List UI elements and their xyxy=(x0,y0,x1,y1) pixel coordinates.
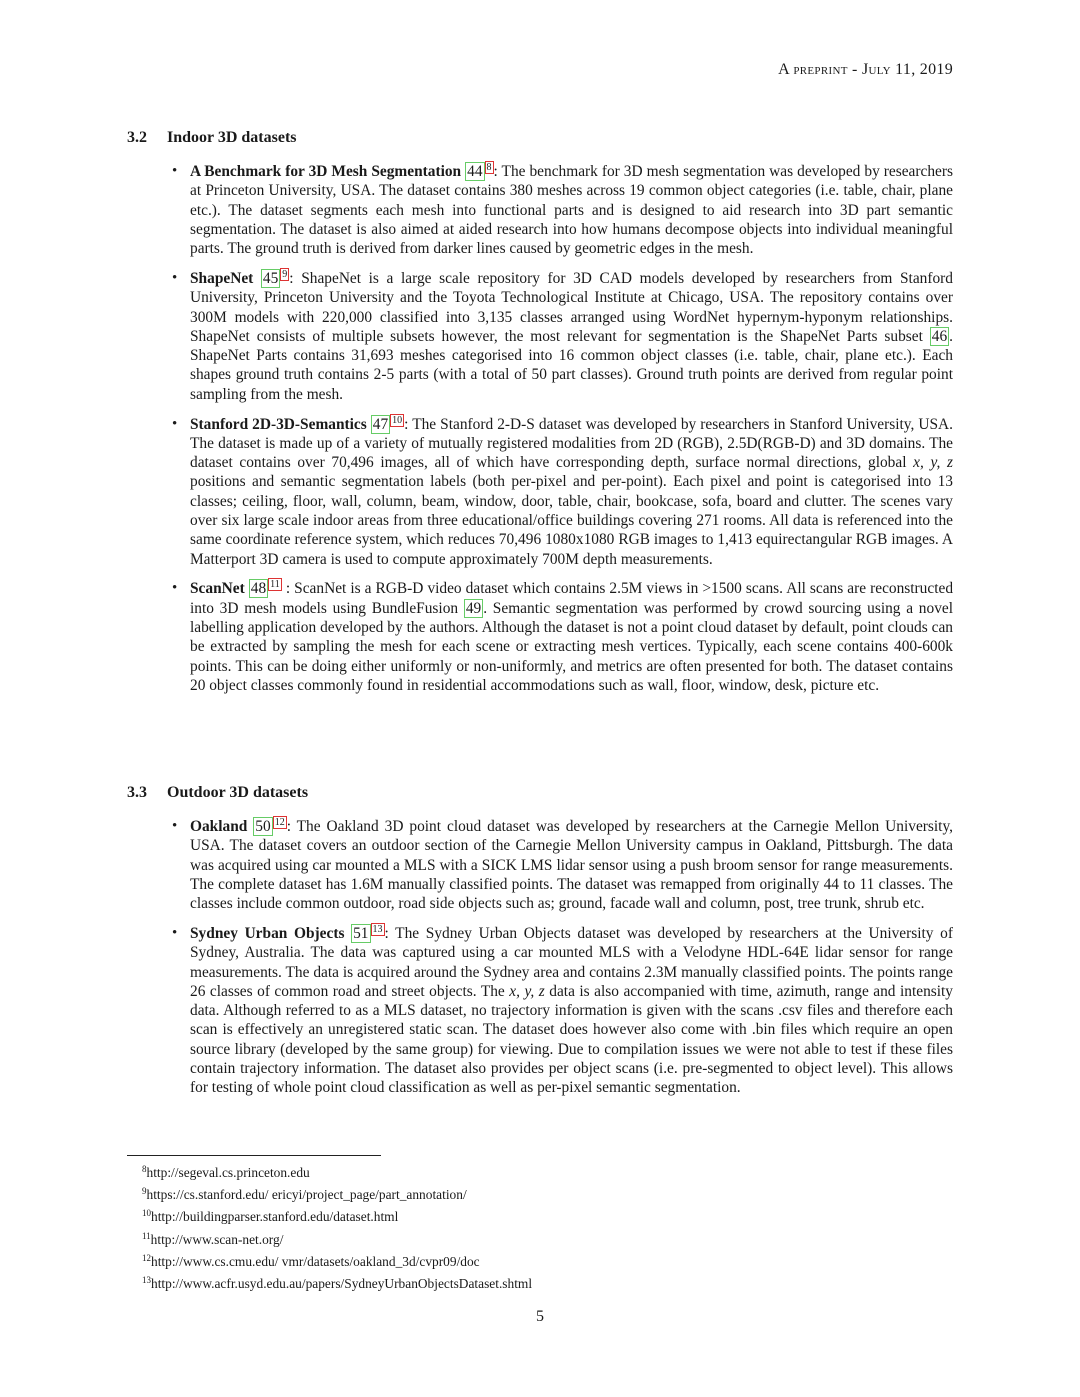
footnote-link[interactable]: 10 xyxy=(392,414,403,426)
citation-link[interactable]: 48 xyxy=(250,580,267,598)
running-header-preprint: preprint xyxy=(793,61,848,78)
citation-link[interactable]: 49 xyxy=(465,599,482,617)
citation-link[interactable]: 44 xyxy=(467,163,483,180)
section-number: 3.3 xyxy=(127,784,147,801)
bullet-icon: • xyxy=(172,163,178,179)
footnote-url[interactable]: http://www.acfr.usyd.edu.au/papers/SydneyUrbanObjectsDataset.shtml xyxy=(151,1276,533,1292)
footnote-url[interactable]: http://buildingparser.stanford.edu/dataset.html xyxy=(151,1209,399,1225)
list-item-stanford-2d3ds: • Stanford 2D-3D-Semantics 47 $^{10}$ : The Stanford 2-D-S dataset was developed by researchers in Stanford University, USA. The dataset is made up of a variety of mutually registered modalities from 2D (RGB), 2.5D(RGB-D) and 3D domains. The dataset contains over 70,496 images, all of which have corresponding depth, surface normal directions, global x, y, z positions and semantic segmentation labels (both per-pixel and per-point). Each pixel and point is categorised into 13 classes; ceiling, floor, wall, column, beam, window, door, table, chair, bookcase, sofa, board and clutter. The scenes vary over six large scale indoor areas from three educational/office buildings covering 271 rooms. All data is referenced into the same coordinate reference system, which reduces 70,496 1080x1080 RGB images to 1,413 equirectangular RGB images. A Matterport 3D camera is used to compute approximately 700M depth measurements. xyxy=(172,414,953,568)
footnote-8: $^8$http://segeval.cs.princeton.edu xyxy=(142,1164,310,1180)
footnote-url[interactable]: https://cs.stanford.edu/ ericyi/project_page/part_annotation/ xyxy=(146,1187,467,1203)
running-header-date: July 11, 2019 xyxy=(861,61,953,78)
footnote-link[interactable]: 8 xyxy=(486,162,492,173)
running-header-a: A xyxy=(778,61,790,78)
page-number: 5 xyxy=(536,1308,544,1325)
item-title: Sydney Urban Objects xyxy=(190,924,345,942)
bullet-icon: • xyxy=(172,924,178,941)
citation-link[interactable]: 45 xyxy=(262,269,279,287)
item-body: ScanNet is a RGB-D video dataset which contains 2.5M views in >1500 scans. All scans are reconstructed into 3D mesh models using BundleFusion xyxy=(190,580,954,617)
list-item-shapenet: • ShapeNet 45 $^9$ : ShapeNet is a large scale repository for 3D CAD models developed by researchers from Stanford University, Princeton University and the Toyota Technological Institute at Chicago, USA. The repository contains over 300M models with 220,000 classified into 3,135 classes arranged using WordNet hypernym-hyponym relationships. ShapeNet consists of multiple subsets however, the most relevant for segmentation is the ShapeNet Parts subset 46 . ShapeNet Parts contains 31,693 meshes categorised into 16 common object classes (i.e. table, chair, plane etc.). Each shapes ground truth contains 2-5 parts (with a total of 50 part classes). Ground truth points are derived from regular point sampling from the mesh. xyxy=(172,268,953,403)
indoor-dataset-list xyxy=(168,162,953,706)
footnote-url[interactable]: http://segeval.cs.princeton.edu xyxy=(146,1165,310,1180)
list-item-scannet: • ScanNet 48 $^{11}$ : ScanNet is a RGB-D video dataset which contains 2.5M views in >1500 scans. All scans are reconstructed into 3D mesh models using BundleFusion 49 . Semantic segmentation was performed by crowd sourcing using a novel labelling application developed by the authors. Although the dataset is not a point cloud dataset by default, point clouds can be extracted by sampling the mesh for each scene or extracting mesh vertices. Typically, each scene contains 400-600k points. This can be doing either uniformly or non-uniformly, and metrics are often presented for both. The dataset contains 20 object classes commonly found in residential accommodations such as wall, floor, window, desk, picture etc. xyxy=(172,579,954,694)
footnote-13: $^{13}$http://www.acfr.usyd.edu.au/papers/SydneyUrbanObjectsDataset.shtml xyxy=(142,1275,533,1292)
footnote-url[interactable]: http://www.cs.cmu.edu/ vmr/datasets/oakland_3d/cvpr09/doc xyxy=(151,1253,480,1269)
item-body: . Semantic segmentation was performed by crowd sourcing using a novel labelling application developed by the authors. Although the dataset is not a point cloud dataset by default, point clouds can be extracted by sampling the mesh for each scene or extracting mesh vertices. Typically, each scene contains 400-600k points. This can be doing either uniformly or non-uniformly, and metrics are often presented for both. The dataset contains 20 object classes commonly found in residential accommodations such as wall, floor, window, desk, picture etc. xyxy=(190,599,953,694)
footnote-link[interactable]: 9 xyxy=(282,268,288,280)
item-body: . ShapeNet Parts contains 31,693 meshes categorised into 16 common object classes (i.e. table, chair, plane etc.). Each shapes ground truth contains 2-5 parts (with a total of 50 part classes). Ground truth points are derived from regular point sampling from the mesh. xyxy=(190,327,953,403)
footnote-12: $^{12}$http://www.cs.cmu.edu/ vmr/datasets/oakland_3d/cvpr09/doc xyxy=(142,1252,480,1269)
bullet-icon: • xyxy=(172,818,178,834)
item-body: The Stanford 2-D-S dataset was developed by researchers in Stanford University, USA. The dataset is made up of a variety of mutually registered modalities from 2D (RGB), 2.5D(RGB-D) and 3D domains. The dataset contains over 70,496 images, all of which have corresponding depth, surface normal directions, global xyxy=(190,415,953,472)
citation-link[interactable]: 50 xyxy=(255,818,271,835)
citation-link[interactable]: 51 xyxy=(353,924,369,942)
list-item-sydney-urban: • Sydney Urban Objects 51 $^{13}$ : The Sydney Urban Objects dataset was developed by researchers at the University of Sydney, Australia. The data was captured using a car mounted MLS with a Velodyne HDL-64E lidar sensor for range measurements. The data is acquired around the Sydney area and contains 2.3M manually classified points. The points range 26 classes of common road and street objects. The x, y, z data is also accompanied with time, azimuth, range and intensity data. Although referred to as a MLS dataset, no trajectory information is given with the scans .csv files and therefore each scan is effectively an unregistered static scan. The dataset does however also come with .bin files which require an open source library (developed by the same group) for viewing. Due to compilation issues we were not able to test if these files contain trajectory information. The dataset also provides per object scans (i.e. pre-segmented to object level). This allows for testing of whole point cloud classification as well as per-pixel semantic segmentation. xyxy=(172,923,953,1097)
running-header-sep: - xyxy=(847,61,862,78)
item-body: The Oakland 3D point cloud dataset was developed by researchers at the Carnegie Mellon University, USA. The dataset covers an outdoor section of the Carnegie Mellon University campus in Oakland, Pittsburgh. The data was acquired using car mounted a MLS with a SICK LMS lidar sensor using a push broom sensor for range measurements. The complete dataset has 1.6M manually classified points. The dataset was remapped from originally 44 to 11 classes. The classes include common outdoor, road side objects such as; ground, facade wall and column, post, tree trunk, shrub etc. xyxy=(190,818,953,913)
item-title: A Benchmark for 3D Mesh Segmentation xyxy=(190,163,462,180)
citation-link[interactable]: 46 xyxy=(931,327,948,345)
section-heading-outdoor xyxy=(127,784,308,802)
citation-link[interactable]: 47 xyxy=(372,415,389,433)
section-title: Outdoor 3D datasets xyxy=(167,784,309,801)
list-item-mesh-benchmark: • A Benchmark for 3D Mesh Segmentation 44 $^8$ : The benchmark for 3D mesh segmentation was developed by researchers at Princeton University, USA. The dataset contains 380 meshes across 19 common object categories (i.e. table, chair, plane etc.). The dataset segments each mesh into functional parts and is designed to aid research into 3D part semantic segmentation. The dataset is also aimed at aided research into how humans decompose objects into individual meaningful parts. The ground truth is derived from darker lines caused by geometric edges in the mesh. xyxy=(172,162,953,258)
footnote-10: $^{10}$http://buildingparser.stanford.edu/dataset.html xyxy=(142,1208,399,1225)
item-body: data is also accompanied with time, azimuth, range and intensity data. Although referred to as a MLS dataset, no trajectory information is given with the scans .csv files and therefore each scan is effectively an unregistered static scan. The dataset does however also come with .bin files which require an open source library (developed by the same group) for viewing. Due to compilation issues we were not able to test if these files contain trajectory information. The dataset also provides per object scans (i.e. pre-segmented to object level). This allows for testing of whole point cloud classification as well as per-pixel semantic segmentation. xyxy=(190,982,953,1097)
list-item-oakland: • Oakland 50 $^{12}$ : The Oakland 3D point cloud dataset was developed by researchers at the Carnegie Mellon University, USA. The dataset covers an outdoor section of the Carnegie Mellon University campus in Oakland, Pittsburgh. The data was acquired using car mounted a MLS with a SICK LMS lidar sensor using a push broom sensor for range measurements. The complete dataset has 1.6M manually classified points. The dataset was remapped from originally 44 to 11 classes. The classes include common outdoor, road side objects such as; ground, facade wall and column, post, tree trunk, shrub etc. xyxy=(172,817,953,913)
item-body: The Sydney Urban Objects dataset was developed by researchers at the University of Sydney, Australia. The data was captured using a car mounted MLS with a Velodyne HDL-64E lidar sensor for range measurements. The data is acquired around the Sydney area and contains 2.3M manually classified points. The points range 26 classes of common road and street objects. The xyxy=(190,924,953,1000)
math-xyz: x, y, z xyxy=(509,982,545,1000)
bullet-icon: • xyxy=(172,580,178,597)
footnote-link[interactable]: 13 xyxy=(372,923,383,935)
item-title: Oakland xyxy=(190,818,248,835)
section-heading-indoor xyxy=(127,129,297,147)
item-title: ShapeNet xyxy=(190,269,254,287)
item-body: The benchmark for 3D mesh segmentation was developed by researchers at Princeton University, USA. The dataset contains 380 meshes across 19 common object categories (i.e. table, chair, plane etc.). The dataset segments each mesh into functional parts and is designed to aid research into 3D part semantic segmentation. The dataset is also aimed at aided research into how humans decompose objects into individual meaningful parts. The ground truth is derived from darker lines caused by geometric edges in the mesh. xyxy=(190,163,953,258)
outdoor-dataset-list xyxy=(168,817,953,1108)
bullet-icon: • xyxy=(172,269,178,286)
footnote-url[interactable]: http://www.scan-net.org/ xyxy=(150,1231,284,1247)
footnote-11: $^{11}$http://www.scan-net.org/ xyxy=(142,1230,284,1247)
item-title: ScanNet xyxy=(190,580,245,598)
math-xyz: x, y, z xyxy=(913,454,953,472)
footnote-link[interactable]: 11 xyxy=(270,579,280,591)
bullet-icon: • xyxy=(172,415,178,432)
footnotes xyxy=(142,1160,532,1293)
footnote-divider xyxy=(127,1155,381,1156)
footnote-link[interactable]: 12 xyxy=(274,817,285,828)
running-header xyxy=(778,61,953,79)
item-body: ShapeNet is a large scale repository for 3D CAD models developed by researchers from Stanford University, Princeton University and the Toyota Technological Institute at Chicago, USA. The repository contains over 300M models with 220,000 classified into 3,135 classes arranged using WordNet hypernym-hyponym relationships. ShapeNet consists of multiple subsets however, the most relevant for segmentation is the ShapeNet Parts subset xyxy=(190,269,953,345)
item-body: positions and semantic segmentation labels (both per-pixel and per-point). Each pixel and point is categorised into 13 classes; ceiling, floor, wall, column, beam, window, door, table, chair, bookcase, sofa, board and clutter. The scenes vary over six large scale indoor areas from three educational/office buildings covering 271 rooms. All data is referenced into the same coordinate reference system, which reduces 70,496 1080x1080 RGB images to 1,413 equirectangular RGB images. A Matterport 3D camera is used to compute approximately 700M depth measurements. xyxy=(190,473,953,568)
item-title: Stanford 2D-3D-Semantics xyxy=(190,415,367,433)
footnote-9: $^9$https://cs.stanford.edu/ ericyi/project_page/part_annotation/ xyxy=(142,1186,467,1203)
section-title: Indoor 3D datasets xyxy=(167,129,297,146)
section-number: 3.2 xyxy=(127,129,147,146)
